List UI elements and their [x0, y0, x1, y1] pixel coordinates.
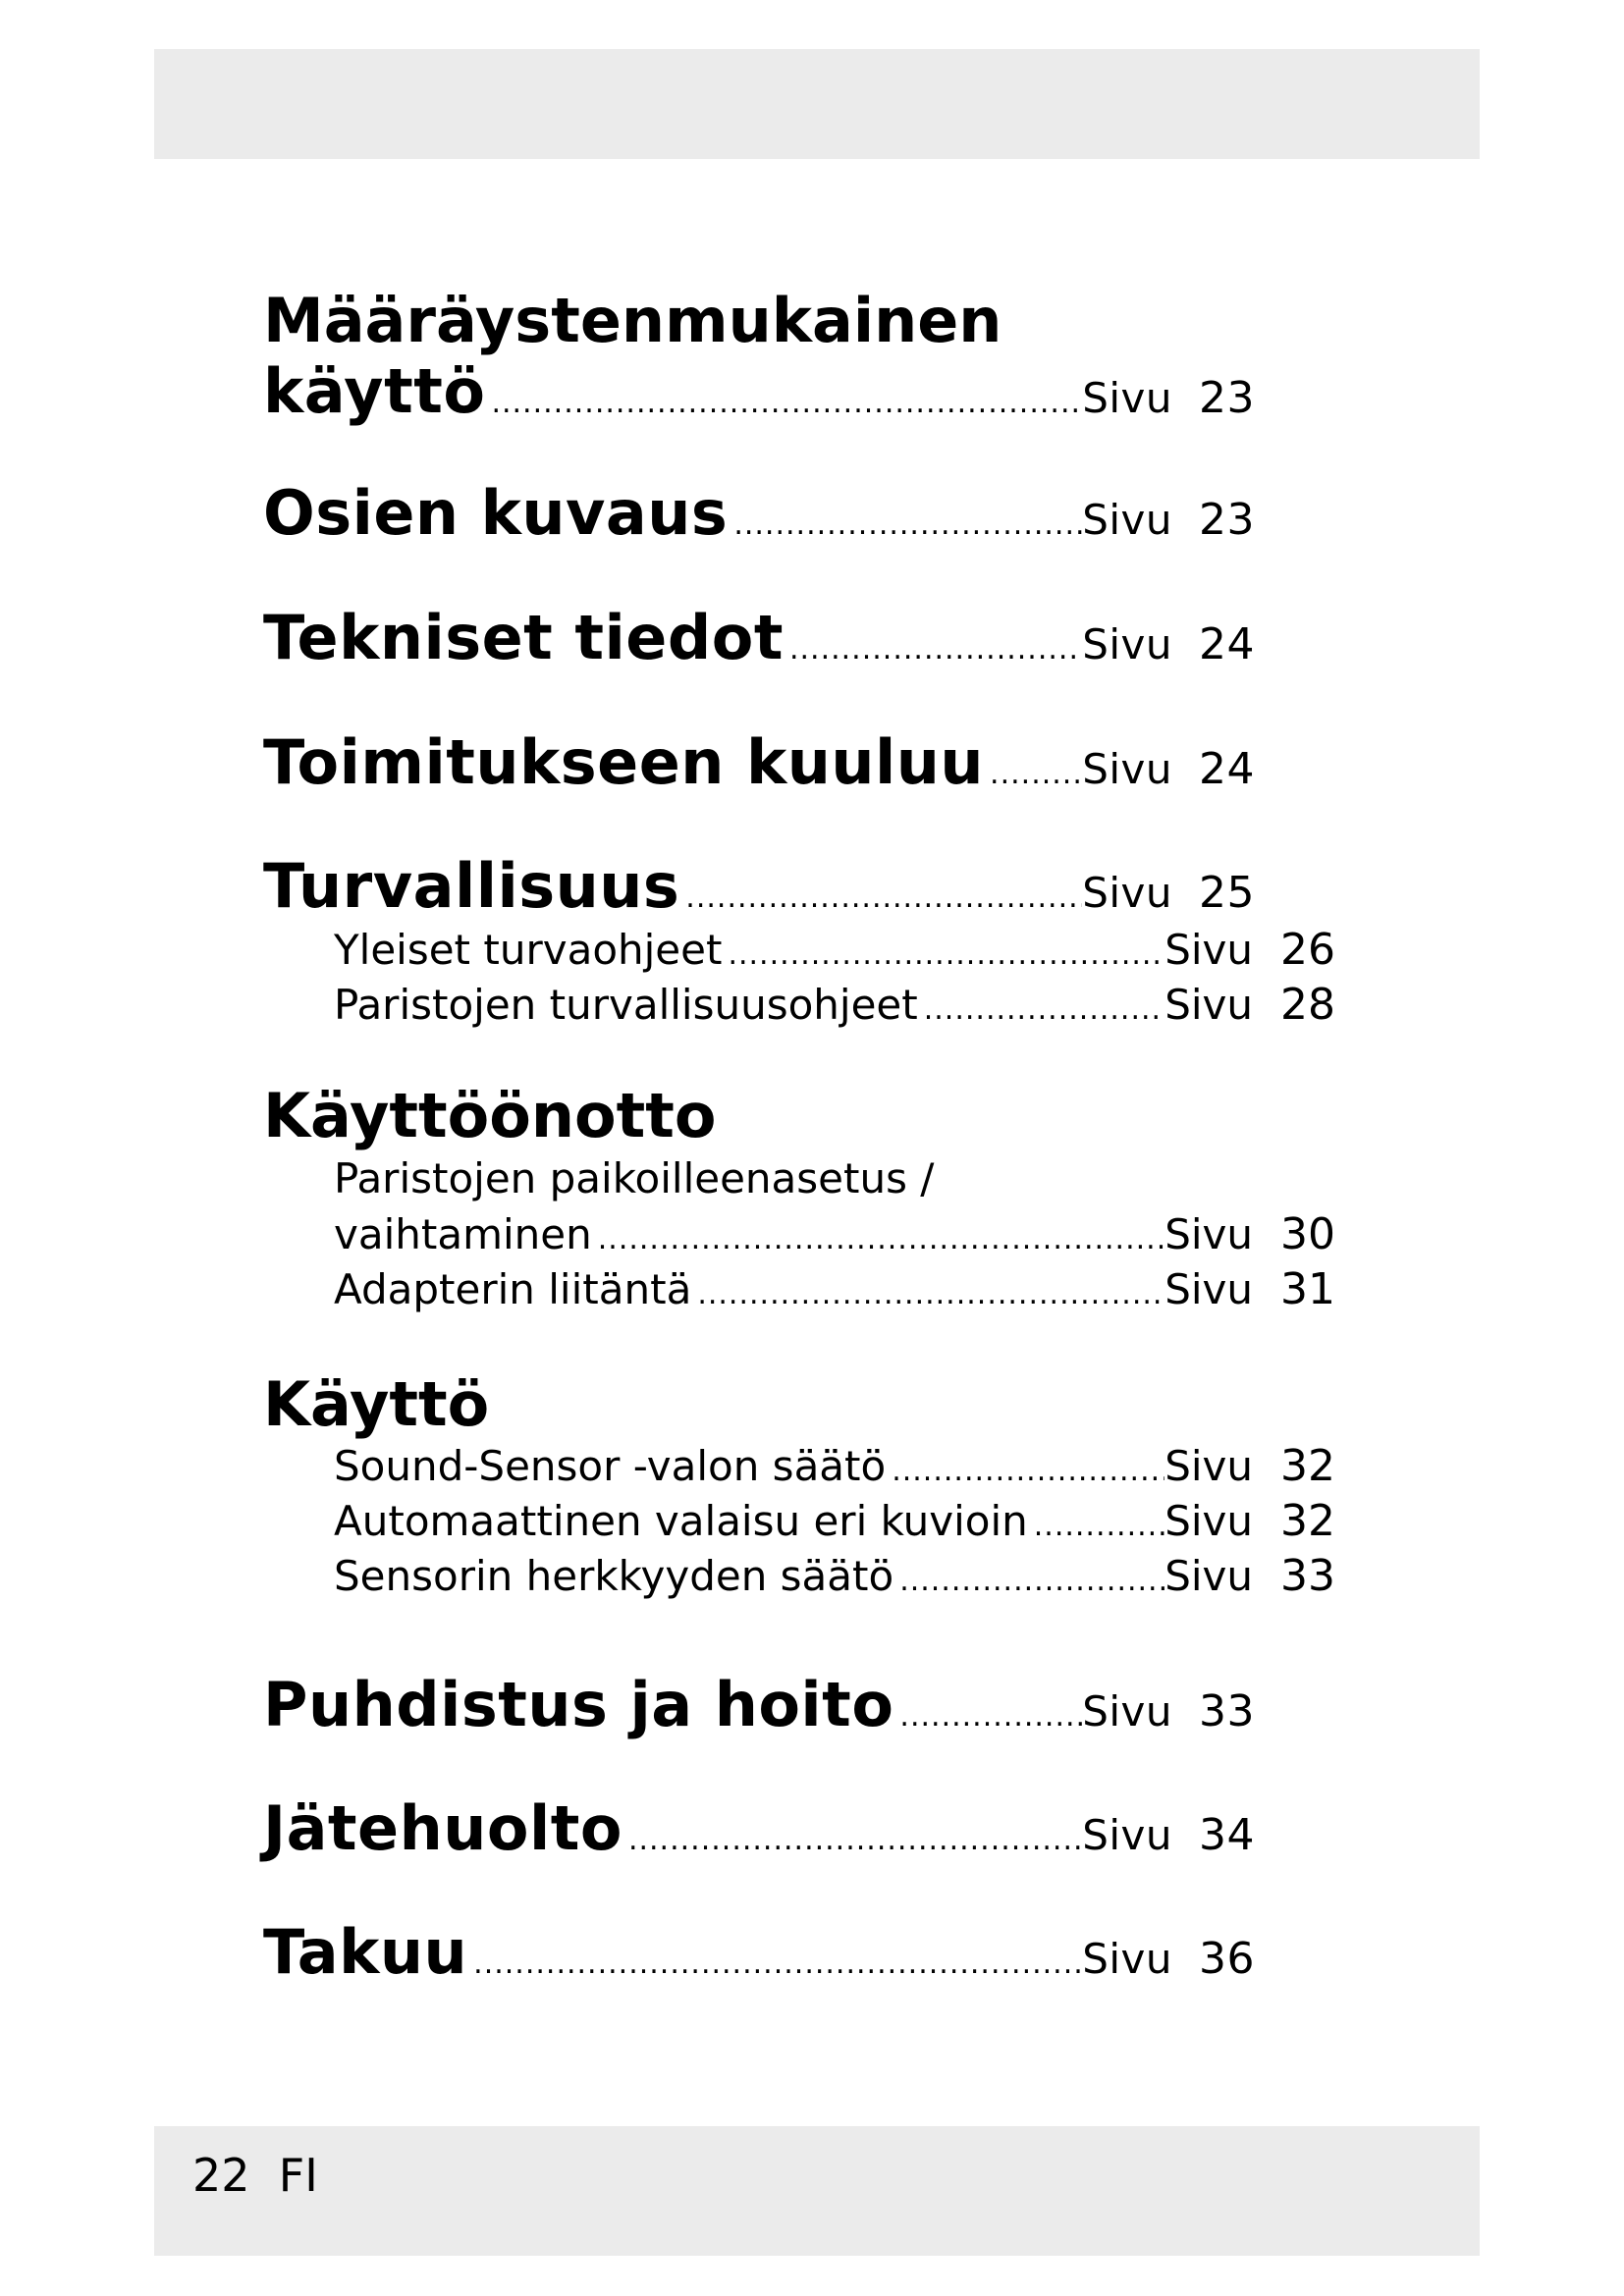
toc-subentry-title: Adapterin liitäntä [334, 1265, 692, 1313]
page-label: Sivu [1164, 1442, 1253, 1490]
toc-entry-title-line [263, 285, 1001, 363]
leader-dots [899, 1564, 1164, 1598]
page-label: Sivu [1082, 1811, 1172, 1859]
leader-dots [733, 507, 1082, 542]
toc-entry[interactable] [263, 477, 1255, 556]
toc-entry-title: Tekniset tiedot [263, 602, 784, 673]
toc-subentry-title: Sensorin herkkyyden säätö [334, 1552, 894, 1600]
toc-subentry-title: Paristojen paikoilleenasetus / [334, 1154, 935, 1202]
leader-dots [1034, 1509, 1164, 1543]
page-label: Sivu [1082, 374, 1172, 422]
toc-subentry-title: Automaattinen valaisu eri kuvioin [334, 1497, 1028, 1545]
toc-entry-title: Käyttö [263, 1368, 490, 1440]
page-label: Sivu [1082, 1687, 1172, 1735]
leader-dots [685, 881, 1082, 915]
toc-entry-title: Takuu [263, 1916, 468, 1988]
toc-subentry-title-line [334, 1154, 1335, 1202]
page-label: Sivu [1164, 926, 1253, 974]
toc-entry-title: Osien kuvaus [263, 477, 729, 549]
toc-entry-title: Määräystenmukainen [263, 285, 1002, 356]
page-number: 23 [1199, 373, 1255, 423]
footer-language: FI [278, 2149, 318, 2202]
toc-section-heading[interactable] [263, 1368, 489, 1447]
page-number: 32 [1280, 1441, 1335, 1491]
page-number: 24 [1199, 619, 1255, 669]
leader-dots [628, 1823, 1082, 1857]
leader-dots [990, 757, 1082, 791]
leader-dots [899, 1699, 1082, 1734]
page-number: 31 [1280, 1264, 1335, 1314]
leader-dots [473, 1947, 1082, 1981]
toc-section-heading[interactable] [263, 1080, 716, 1158]
page-number: 25 [1199, 868, 1255, 918]
toc-subentry[interactable] [334, 1551, 1335, 1601]
toc-entry[interactable] [263, 1792, 1255, 1871]
footer-band [154, 2126, 1480, 2256]
toc-subentry[interactable] [334, 1441, 1335, 1491]
page-label: Sivu [1164, 1210, 1253, 1258]
toc-entry-title: Käyttöönotto [263, 1080, 717, 1151]
toc-entry-title: käyttö [263, 355, 486, 427]
page-footer [192, 2146, 318, 2205]
page-number: 23 [1199, 495, 1255, 545]
toc-entry[interactable] [263, 726, 1255, 805]
page-label: Sivu [1082, 620, 1172, 668]
page-number: 34 [1199, 1810, 1255, 1860]
toc-entry-title: Jätehuolto [263, 1792, 623, 1864]
page-label: Sivu [1082, 1935, 1172, 1983]
page-number: 28 [1280, 980, 1335, 1030]
toc-subentry[interactable] [334, 1209, 1335, 1259]
page-label: Sivu [1082, 869, 1172, 917]
page-number: 24 [1199, 744, 1255, 794]
page-number: 30 [1280, 1209, 1335, 1259]
toc-subentry-title: Yleiset turvaohjeet [334, 926, 723, 974]
toc-entry-title: Turvallisuus [263, 850, 680, 922]
page-label: Sivu [1164, 981, 1253, 1029]
toc-entry[interactable] [263, 1669, 1255, 1747]
leader-dots [697, 1277, 1164, 1311]
page-number: 32 [1280, 1496, 1335, 1546]
page-number: 33 [1280, 1551, 1335, 1601]
leader-dots [728, 937, 1164, 972]
page-number: 26 [1280, 925, 1335, 975]
toc-entry[interactable] [263, 1916, 1255, 1995]
page-number: 36 [1199, 1934, 1255, 1984]
leader-dots [892, 1454, 1164, 1488]
page-label: Sivu [1082, 745, 1172, 793]
toc-subentry-title: Paristojen turvallisuusohjeet [334, 981, 918, 1029]
toc-subentry[interactable] [334, 1264, 1335, 1314]
leader-dots [491, 386, 1082, 420]
footer-page-number: 22 [192, 2149, 250, 2202]
page-label: Sivu [1164, 1552, 1253, 1600]
toc-entry-title: Toimitukseen kuuluu [263, 726, 985, 798]
leader-dots [598, 1222, 1164, 1256]
page-number: 33 [1199, 1686, 1255, 1736]
toc-entry-title: Puhdistus ja hoito [263, 1669, 894, 1740]
leader-dots [789, 632, 1082, 667]
header-band [154, 49, 1480, 159]
toc-entry[interactable] [263, 850, 1255, 929]
page-label: Sivu [1164, 1265, 1253, 1313]
toc-subentry-title: Sound-Sensor -valon säätö [334, 1442, 887, 1490]
leader-dots [924, 992, 1164, 1027]
toc-subentry[interactable] [334, 1496, 1335, 1546]
page-label: Sivu [1164, 1497, 1253, 1545]
toc-subentry[interactable] [334, 980, 1335, 1030]
toc-subentry-title: vaihtaminen [334, 1210, 592, 1258]
toc-subentry[interactable] [334, 925, 1335, 975]
toc-entry[interactable] [263, 602, 1255, 680]
page-label: Sivu [1082, 496, 1172, 544]
toc-entry[interactable] [263, 355, 1255, 434]
